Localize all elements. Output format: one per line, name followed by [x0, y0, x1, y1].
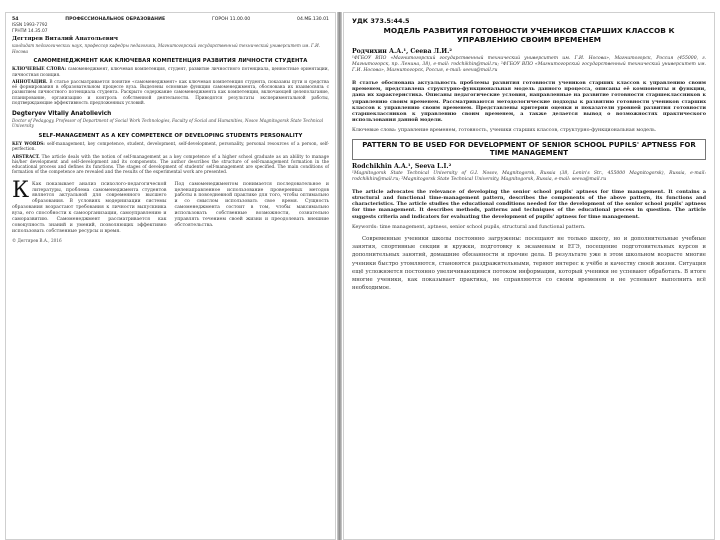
abstract-ru: [12, 80, 329, 106]
body-column-1: [12, 177, 167, 235]
meta-line-1: ISSN 1993-7792: [12, 23, 48, 28]
page-number: 54: [12, 17, 19, 22]
body-column-2: Под самоменеджментом понимается последовательное и целенаправленное использование проверенных методов работы в повседневной практике для того, чтобы оптимально и со смыслом использовать свое время. Сущность самоменеджмента состоит в том, чтобы максимально использовать собственные возможности, сознательно управлять течением своей жизни и преодолевать внешние обстоятельства.: [174, 181, 329, 228]
abstract-text-ru: В статье рассматривается понятие «самоменеджмент» как ключевая компетенция студента, показаны пути и средства её формирования в образовательном процессе вуза. Выделены основные функции самоменеджмента, обоснована их взаимосвязь с развитием личностного потенциала студента. Раскрыто содержание самоменеджмента как компетенции, включающей целеполагание, планирование, организацию и контроль собственной деятельности. Приводятся результаты экспериментальной работы, подтверждающие эффективность предложенных условий.: [12, 80, 329, 106]
classification-code: ГОРОН 11.00.00: [211, 17, 251, 22]
author-name-ru: Дегтярев Виталий Анатольевич: [12, 36, 118, 43]
keywords-ru: Ключевые слова: управление временем, готовность, ученики старших классов, структурно-функциональная модель.: [352, 127, 657, 134]
abstract-en: [12, 155, 329, 176]
journal-name: ПРОФЕССИОНАЛЬНОЕ ОБРАЗОВАНИЕ: [65, 17, 166, 22]
authors-ru: Родчихин А.А.¹, Сеева Л.И.²: [352, 48, 452, 55]
body-column-1-text: Как показывает анализ психолого-педагогической литературы, проблема самоменеджмента студентов является актуальной для современного высшего образования. В условиях модернизации системы образования возрастают требования к личности выпускника вуза, его способности к самоорганизации, самоуправлению и саморазвитию. Самоменеджмент рассматривается как совокупность знаний и умений, позволяющих эффективно использовать собственные ресурсы и время.: [12, 181, 167, 234]
abstract-label-ru: АННОТАЦИЯ.: [12, 80, 48, 85]
article-title-ru: САМОМЕНЕДЖМЕНТ КАК КЛЮЧЕВАЯ КОМПЕТЕНЦИЯ РАЗВИТИЯ ЛИЧНОСТИ СТУДЕНТА: [33, 58, 308, 64]
article-title-ru: МОДЕЛЬ РАЗВИТИЯ ГОТОВНОСТИ УЧЕНИКОВ СТАРШИХ КЛАССОВ К УПРАВЛЕНИЮ СВОИМ ВРЕМЕНЕМ: [383, 26, 675, 44]
abstract-ru: В статье обоснована актуальность проблемы развития готовности учеников старших классов к управлению своим временем, представлена структурно-функциональная модель данного процесса, описаны её компоненты и функции, дана их характеристика. Описаны педагогические условия, направленные на развитие готовности старшеклассников к управлению своим временем. Рассматриваются методологические подходы к развитию готовности учеников старших классов к управлению своим временем. Представлены критерии оценки и показатели уровней развития готовности старшеклассников к управлению своим временем, а также делается вывод о возможностях практического использования данной модели.: [352, 80, 706, 124]
author-affiliation-ru: кандидат педагогических наук, профессор кафедры педагогики, Магнитогорский государственный технический университет им. Г.И. Носова: [12, 43, 321, 54]
keywords-text-ru: самоменеджмент, ключевая компетенция, студент, развитие личностного потенциала, ценностные ориентации, личностная позиция.: [12, 67, 330, 78]
abstract-text-en: The article deals with the notion of self-management as a key competence of a higher school graduate as an ability to manage his/her development and self-development and its components. The author describes the structure of self-management formation in the educational process and defines its functions. The stages of development of students' self-management are specified. The main conditions of formation of the competence are revealed and the results of the experimental work are presented.: [12, 154, 329, 176]
book-spine: [337, 12, 342, 540]
keywords-text-en: self-management, key competence, student, development, self-development, personality, personal resources of a person, self-perfection.: [12, 141, 329, 153]
keywords-label-en: KEY WORDS:: [12, 141, 45, 147]
left-page: [5, 12, 336, 540]
abstract-en: The article advocates the relevance of developing the senior school pupils' aptness for time management. It contains a structural and functional time-management pattern, describes the components of the above pattern, its functions and characteristics. The article studies the educational conditions needed for the development of the senior school pupils' aptness for time management. It describes methods, patterns and techniques of the educational process in question. The article suggests criteria and indicators for evaluating the development of pupils' aptness for time management.: [352, 188, 706, 220]
abstract-label-en: ABSTRACT.: [12, 154, 40, 160]
keywords-en: [12, 142, 329, 153]
author-name-en: Degteryev Vitaliy Anatolievich: [12, 111, 112, 118]
body-columns: [12, 177, 329, 235]
affiliation-ru: ¹ФГБОУ ВПО «Магнитогорский государственный технический университет им. Г.И. Носова», Магнитогорск, Россия (455000, г. Магнитогорск, пр. Ленина, 38), e-mail: rodchikhin@mail.ru; ²ФГБОУ ВПО «Магнитогорский государственный технический университет им. Г.И. Носова», Магнитогорск, Россия, e-mail: seeva@mail.ru: [352, 56, 706, 73]
right-page: [343, 12, 715, 540]
article-title-en: SELF-MANAGEMENT AS A KEY COMPETENCE OF DEVELOPING STUDENTS PERSONALITY: [38, 132, 303, 139]
keywords-label-ru: КЛЮЧЕВЫЕ СЛОВА:: [12, 67, 67, 72]
title-en-box: [352, 139, 706, 160]
affiliation-en: ¹Magnitogorsk State Technical University of G.I. Nosov, Magnitogorsk, Russia (38, Lenin's Str., 455000 Magnitogorsk), Russia, e-mail: rodchikhin@mail.ru; ²Magnitogorsk State Technical University, Magnitogorsk, Russia, e-mail: seeva@mail.ru: [352, 170, 706, 182]
authors-en: Rodchikhin A.A.¹, Seeva L.I.²: [352, 162, 452, 170]
body-text: Современные ученики школы постоянно загружены: посещают не только школу, но и дополнительные учебные занятия, спортивные секции и кружки, подготовку к экзаменам и ЕГЭ, посещение подготовительных курсов и дополнительных занятий, домашние обязанности и прочие дела. В результате уже в этом школьном возрасте многие ученики быстро утомляются, становятся раздражительными, теряют интерес к учёбе и качеству своей жизни. Ситуация ещё усложняется постоянно увеличивающимся потоком информации, который ученики не успевают обработать. В итоге многие ученики, как показывает практика, не справляются со своим временем и не успевают выполнить всё необходимое.: [352, 236, 706, 292]
copyright-footer: © Дегтярев В.А., 2016: [12, 237, 62, 243]
author-affiliation-en: Doctor of Pedagogy, Professor of Department of Social Work Technologies, Faculty of Social and Humanities, Nosov Magnitogorsk State Technical University: [12, 118, 324, 129]
drop-cap: К: [12, 177, 30, 203]
article-code: 04.МБ.130.01: [297, 17, 329, 22]
article-title-en: PATTERN TO BE USED FOR DEVELOPMENT OF SENIOR SCHOOL PUPILS' APTNESS FOR TIME MANAGEMENT: [362, 140, 696, 158]
keywords-ru: [12, 67, 329, 78]
meta-line-2: ГРНТИ 14.35.07: [12, 28, 48, 34]
keywords-en: Keywords: time management, aptness, senior school pupils, structural and functional pattern.: [352, 223, 586, 230]
udk-code: УДК 373.5:44.5: [352, 17, 410, 25]
